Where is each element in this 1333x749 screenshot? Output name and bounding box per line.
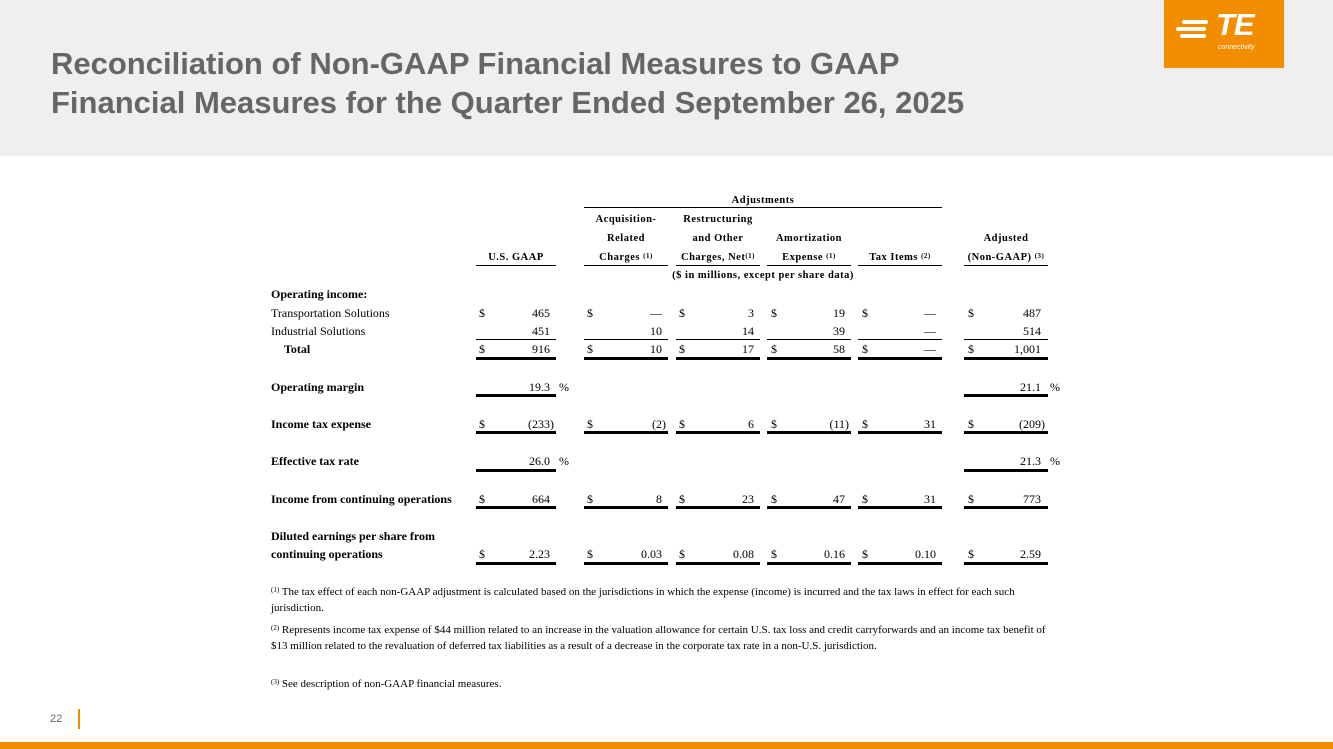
total-double-line [964,357,1048,360]
col-acq-line2: Related [607,233,645,244]
col-restr-line3: Charges, Net$^{(1)}$ [681,252,755,263]
currency-sign: $ [479,417,485,431]
cell-gaap: 465 [532,306,550,320]
currency-sign: $ [679,417,685,431]
row-label: Effective tax rate [271,454,359,468]
currency-sign: $ [968,417,974,431]
title-line-2: Financial Measures for the Quarter Ended September 26, 2025 [51,85,965,120]
col-underline [584,265,668,266]
cell-adj: 21.1 [1020,380,1041,394]
currency-sign: $ [968,306,974,320]
currency-sign: $ [479,306,485,320]
te-connectivity-logo [1164,0,1284,68]
footer-accent-bar [0,742,1333,749]
percent-sign: % [559,454,569,468]
currency-sign: $ [679,342,685,356]
total-double-line [676,506,760,509]
total-double-line [676,431,760,434]
page-number: 22 [50,713,63,725]
cell-acq: 8 [656,492,662,506]
col-underline [476,265,556,266]
total-double-line [767,431,851,434]
col-underline [964,265,1048,266]
cell-restr: 6 [748,417,754,431]
total-double-line [964,562,1048,565]
total-double-line [964,506,1048,509]
cell-acq: 0.03 [641,547,662,561]
cell-gaap: 26.0 [529,454,550,468]
total-double-line [767,562,851,565]
footnote-2: $^{(2)}$ Represents income tax expense of $44 million related to an increase in the valuation allowance for certain U.S. tax loss and credit carryforwards and an income tax benefit of $13 million related to the revaluation of deferred tax liabilities as a result of a decrease in the corporate tax rate in a non-U.S. jurisdiction. [271,624,1046,652]
total-double-line [584,562,668,565]
total-double-line [476,431,556,434]
total-double-line [767,357,851,360]
col-adj-line2: (Non-GAAP) $^{(3)}$ [967,252,1045,263]
cell-amort: 0.16 [824,547,845,561]
logo-brand: TE [1216,7,1254,42]
cell-tax: 31 [924,492,936,506]
col-underline [767,265,851,266]
currency-sign: $ [968,342,974,356]
slide-header [0,0,1333,156]
percent-sign: % [559,380,569,394]
currency-sign: $ [679,547,685,561]
cell-restr: 17 [742,342,754,356]
cell-gaap: (233) [528,417,554,431]
col-underline [858,265,942,266]
total-double-line [676,562,760,565]
section-operating-income: Operating income: [271,287,368,301]
adjustments-underline [584,207,942,208]
currency-sign: $ [771,492,777,506]
footnote-3: $^{(3)}$ See description of non-GAAP financial measures. [271,678,502,690]
row-label: Total [284,342,311,356]
currency-sign: $ [862,342,868,356]
cell-gaap: 664 [532,492,550,506]
total-double-line [964,469,1048,472]
total-double-line [964,394,1048,397]
currency-sign: $ [587,547,593,561]
currency-sign: $ [862,417,868,431]
cell-adj: (209) [1019,417,1045,431]
currency-sign: $ [771,306,777,320]
total-double-line [476,506,556,509]
adjustments-label: Adjustments [731,195,795,206]
cell-adj: 1,001 [1014,342,1041,356]
cell-amort: 47 [833,492,845,506]
subtotal-line [476,339,556,340]
cell-tax: — [924,324,936,338]
currency-sign: $ [771,547,777,561]
total-double-line [858,357,942,360]
currency-sign: $ [862,547,868,561]
col-restr-line1: Restructuring [683,214,753,225]
total-double-line [767,506,851,509]
total-double-line [676,357,760,360]
row-label: Transportation Solutions [271,306,390,320]
percent-sign: % [1050,380,1060,394]
row-label: Diluted earnings per share from [271,529,435,543]
currency-sign: $ [679,306,685,320]
cell-tax: — [924,306,936,320]
row-label: Income tax expense [271,417,371,431]
currency-sign: $ [587,417,593,431]
cell-tax: 0.10 [915,547,936,561]
total-double-line [858,562,942,565]
total-double-line [476,562,556,565]
row-label: Income from continuing operations [271,492,452,506]
percent-sign: % [1050,454,1060,468]
units-label: ($ in millions, except per share data) [672,270,854,281]
currency-sign: $ [862,306,868,320]
cell-gaap: 451 [532,324,550,338]
total-double-line [858,431,942,434]
cell-restr: 3 [748,306,754,320]
cell-tax: 31 [924,417,936,431]
currency-sign: $ [771,342,777,356]
col-tax: Tax Items $^{(2)}$ [869,252,931,263]
currency-sign: $ [968,547,974,561]
row-label: Industrial Solutions [271,324,366,338]
total-double-line [584,431,668,434]
currency-sign: $ [587,342,593,356]
cell-tax: — [924,342,936,356]
cell-restr: 0.08 [733,547,754,561]
total-double-line [476,394,556,397]
col-amort-line1: Amortization [775,233,843,244]
col-acq-line1: Acquisition- [595,214,657,225]
title-line-1: Reconciliation of Non-GAAP Financial Measures to GAAP [51,46,900,81]
total-double-line [858,506,942,509]
cell-acq: 10 [650,324,662,338]
total-double-line [584,506,668,509]
cell-acq: 10 [650,342,662,356]
subtotal-line [964,339,1048,340]
total-double-line [476,469,556,472]
footnote-1: $^{(1)}$ The tax effect of each non-GAAP adjustment is calculated based on the jurisdictions in which the expense (income) is incurred and the tax laws in effect for each such jurisdiction. [271,586,1015,614]
cell-adj: 2.59 [1020,547,1041,561]
cell-adj: 773 [1023,492,1041,506]
currency-sign: $ [479,342,485,356]
cell-acq: — [650,306,662,320]
total-double-line [476,357,556,360]
currency-sign: $ [771,417,777,431]
currency-sign: $ [479,547,485,561]
col-underline [676,265,760,266]
cell-restr: 14 [742,324,754,338]
col-amort-line2: Expense $^{(1)}$ [782,252,836,263]
row-label: Operating margin [271,380,364,394]
currency-sign: $ [679,492,685,506]
currency-sign: $ [587,492,593,506]
cell-adj: 487 [1023,306,1041,320]
col-adj-line1: Adjusted [983,233,1029,244]
cell-acq: (2) [652,417,666,431]
currency-sign: $ [479,492,485,506]
cell-gaap: 916 [532,342,550,356]
col-usgaap: U.S. GAAP [488,252,544,263]
currency-sign: $ [968,492,974,506]
cell-amort: 58 [833,342,845,356]
cell-restr: 23 [742,492,754,506]
cell-amort: 39 [833,324,845,338]
total-double-line [964,431,1048,434]
cell-amort: 19 [833,306,845,320]
cell-adj: 514 [1023,324,1041,338]
subtotal-line [858,339,942,340]
cell-amort: (11) [829,417,849,431]
subtotal-line [676,339,760,340]
total-double-line [584,357,668,360]
currency-sign: $ [862,492,868,506]
cell-gaap: 19.3 [529,380,550,394]
logo-tagline: connectivity [1218,44,1255,51]
page-number-divider [78,709,80,729]
subtotal-line [584,339,668,340]
subtotal-line [767,339,851,340]
col-restr-line2: and Other [692,233,744,244]
slide-title [51,44,964,122]
cell-gaap: 2.23 [529,547,550,561]
currency-sign: $ [587,306,593,320]
row-label: continuing operations [271,547,383,561]
cell-adj: 21.3 [1020,454,1041,468]
col-acq-line3: Charges $^{(1)}$ [599,252,653,263]
